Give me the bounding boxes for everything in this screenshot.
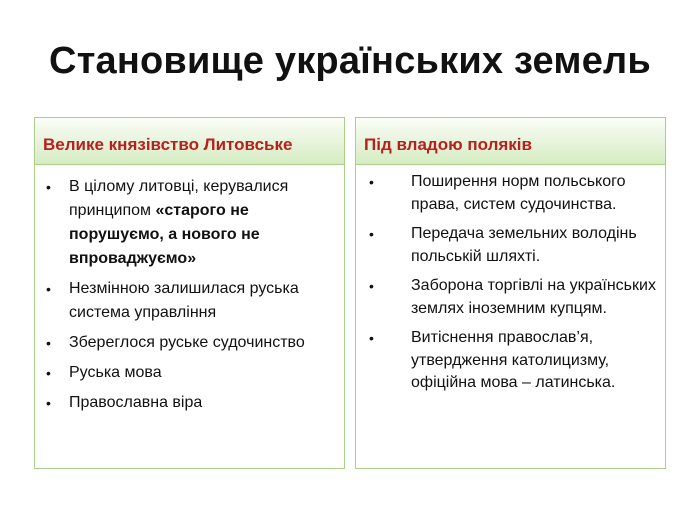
item-text: Заборона торгівлі на українських землях іноземним купцям. — [411, 277, 656, 317]
item-text: Незмінною залишилася руська система управління — [69, 280, 299, 321]
left-column — [34, 117, 345, 469]
right-column-body — [355, 165, 666, 469]
item-text-bold: «старого не порушуємо, а нового не впроваджуємо» — [69, 202, 260, 267]
list-item — [35, 175, 344, 271]
left-column-body — [34, 165, 345, 469]
bullet-icon: • — [46, 335, 51, 351]
list-item — [356, 223, 665, 268]
bullet-icon: • — [46, 395, 51, 411]
left-column-header — [34, 117, 345, 165]
list-item — [356, 171, 665, 216]
item-text: Збереглося руське судочинство — [69, 334, 305, 351]
left-bullet-list — [35, 165, 344, 415]
bullet-icon: • — [369, 330, 374, 346]
list-item — [356, 275, 665, 320]
item-text: Руська мова — [69, 364, 162, 381]
bullet-icon: • — [46, 281, 51, 297]
item-text: Поширення норм польського права, систем судочинства. — [411, 173, 626, 213]
bullet-icon: • — [369, 278, 374, 294]
item-text: В цілому литовці, керувалися принципом — [69, 178, 289, 219]
bullet-icon: • — [369, 226, 374, 242]
list-item — [356, 327, 665, 395]
right-column — [355, 117, 666, 469]
bullet-icon: • — [46, 179, 51, 195]
item-text: Православна віра — [69, 394, 203, 411]
right-column-header-label: Під владою поляків — [364, 135, 532, 154]
item-text: Витіснення православ’я, утвердження католицизму, офіційна мова – латинська. — [411, 329, 616, 391]
right-column-header — [355, 117, 666, 165]
list-item — [35, 391, 344, 415]
list-item — [35, 361, 344, 385]
right-bullet-list — [356, 165, 665, 395]
list-item — [35, 277, 344, 325]
item-text: Передача земельних володінь польській шляхті. — [411, 225, 637, 265]
list-item — [35, 331, 344, 355]
bullet-icon: • — [369, 174, 374, 190]
left-column-header-label: Велике князівство Литовське — [43, 135, 293, 154]
bullet-icon: • — [46, 365, 51, 381]
slide-title: Становище українських земель — [49, 40, 651, 82]
